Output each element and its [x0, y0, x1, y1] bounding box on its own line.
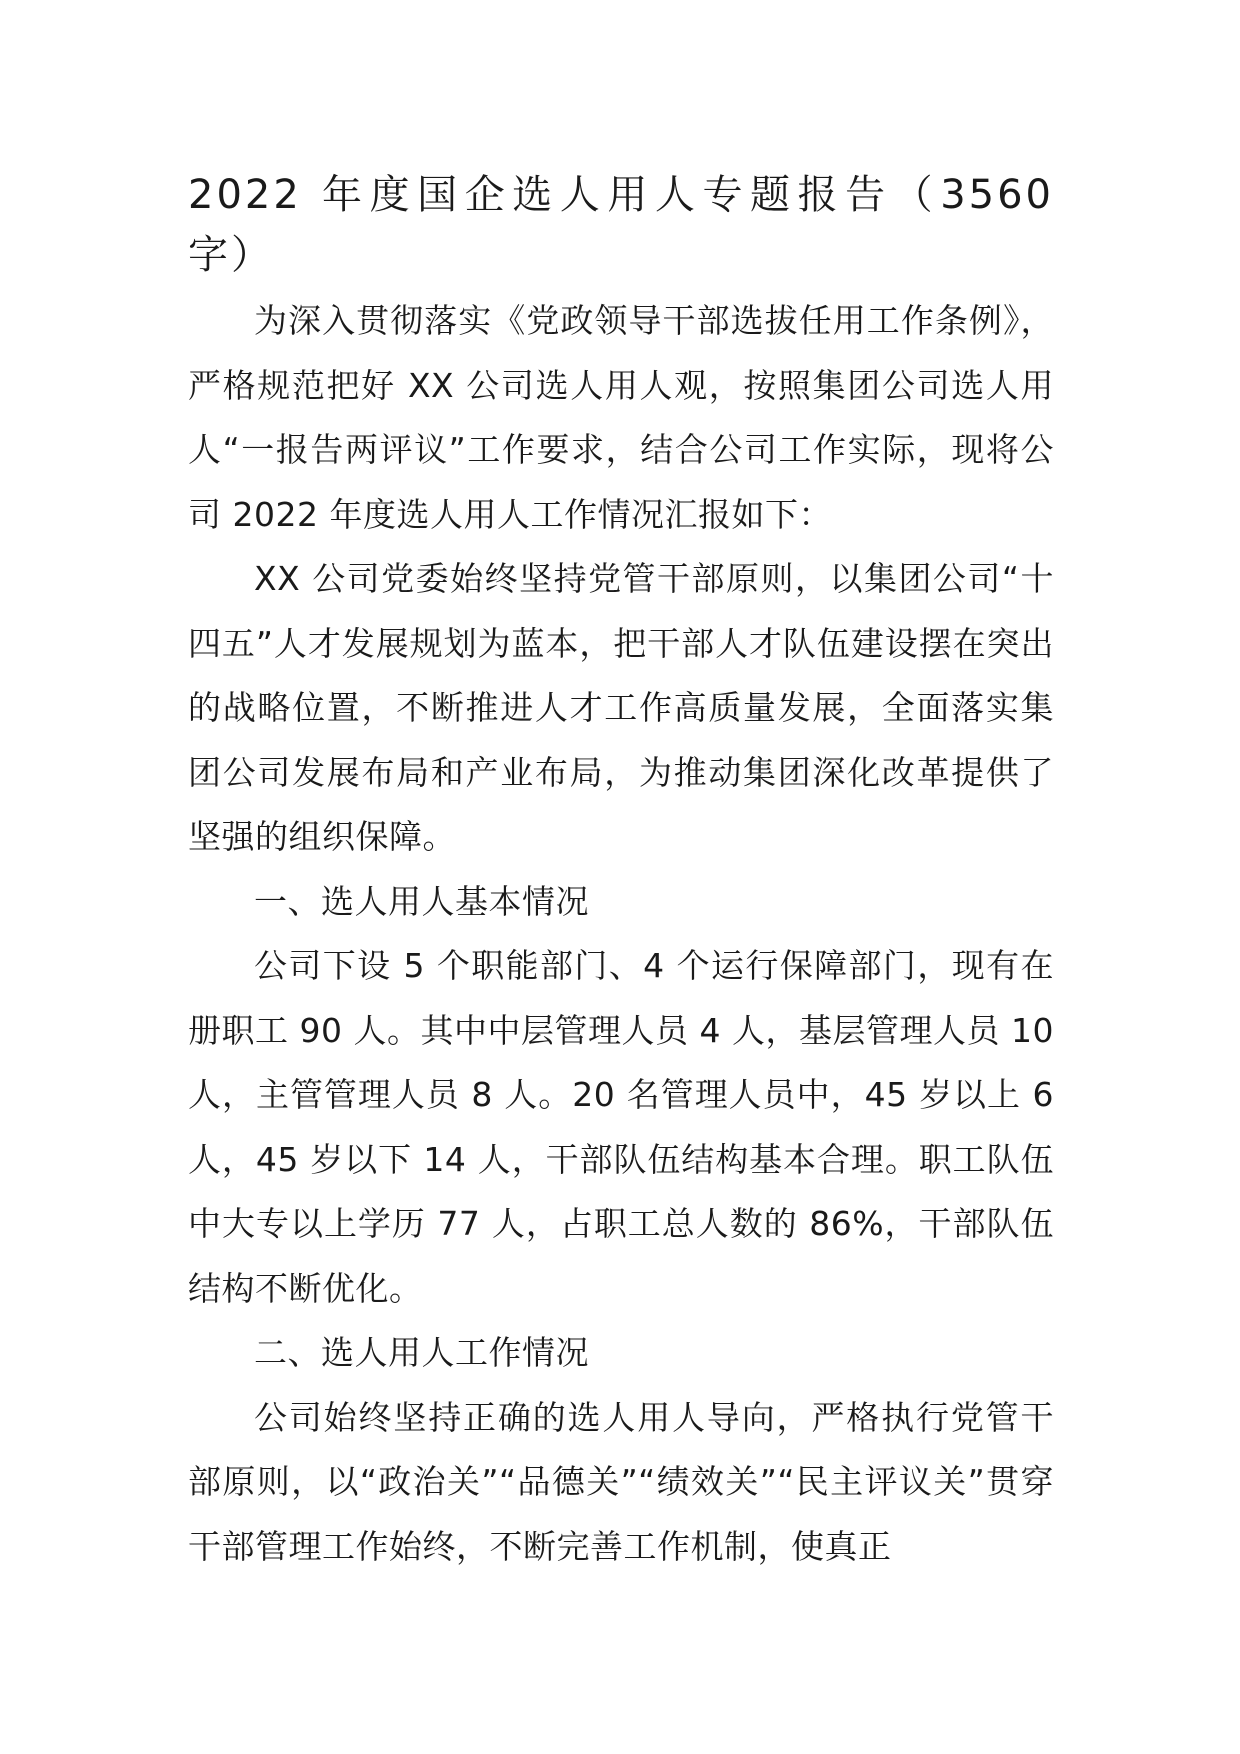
section-1-heading: 一、选人用人基本情况	[254, 881, 589, 921]
intro-paragraph-1: 为深入贯彻落实《党政领导干部选拔任用工作条例》，严格规范把好 XX 公司选人用人观，按照集团公司选人用人“一报告两评议”工作要求，结合公司工作实际，现将公司 2022 年度选人用人工作情况汇报如下：	[188, 301, 1054, 534]
document-title: 2022 年度国企选人用人专题报告（3560 字）	[188, 172, 1054, 278]
document-page	[188, 165, 1054, 1579]
section-2-paragraph: 公司始终坚持正确的选人用人导向，严格执行党管干部原则，以“政治关”“品德关”“绩效关”“民主评议关”贯穿干部管理工作始终，不断完善工作机制，使真正	[188, 1397, 1054, 1566]
section-2-heading: 二、选人用人工作情况	[254, 1333, 589, 1372]
intro-paragraph-2: XX 公司党委始终坚持党管干部原则，以集团公司“十四五”人才发展规划为蓝本，把干部人才队伍建设摆在突出的战略位置，不断推进人才工作高质量发展，全面落实集团公司发展布局和产业布局，为推动集团深化改革提供了坚强的组织保障。	[188, 559, 1054, 856]
section-1-paragraph: 公司下设 5 个职能部门、4 个运行保障部门，现有在册职工 90 人。其中中层管理人员 4 人，基层管理人员 10 人，主管管理人员 8 人。20 名管理人员中，45 岁以上 6 人，45 岁以下 14 人，干部队伍结构基本合理。职工队伍中大专以上学历 77 人，占职工总人数的 86%，干部队伍结构不断优化。	[188, 946, 1054, 1308]
